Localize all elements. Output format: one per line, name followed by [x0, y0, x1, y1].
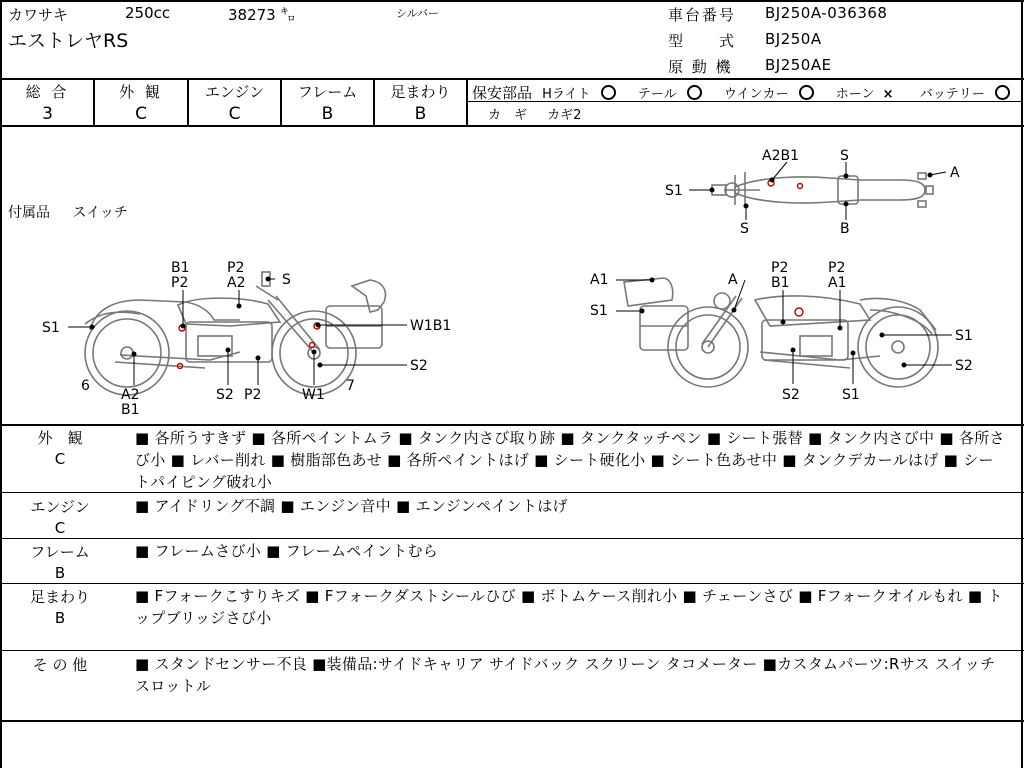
- section-divider: [0, 538, 1024, 539]
- grade-label: エンジン: [204, 83, 265, 101]
- other-title: [2, 655, 118, 676]
- grade-overall: [2, 80, 93, 126]
- diagram-label: A: [728, 272, 738, 288]
- grade-value: C: [228, 104, 241, 124]
- diagram-label: B1: [771, 275, 790, 291]
- frame-title: [2, 542, 118, 584]
- right-view-bike: [624, 278, 938, 387]
- winker-label: ウインカー: [723, 87, 789, 102]
- diagram-label: S: [282, 272, 291, 288]
- diagram-label: A2: [227, 275, 246, 291]
- diagram-label: A2B1: [762, 148, 799, 164]
- grade-value: B: [414, 104, 427, 124]
- model-name: エストレヤRS: [8, 30, 129, 52]
- grade-divider: [466, 78, 468, 127]
- grade-value: C: [135, 104, 147, 124]
- section-title: 足まわり: [29, 588, 90, 606]
- section-divider: [0, 492, 1024, 493]
- diagram-label: W1: [302, 387, 325, 403]
- battery-ok-icon: [995, 85, 1010, 100]
- grade-suspension: [375, 80, 466, 126]
- diagram-label: P2: [227, 260, 245, 276]
- battery-label: バッテリー: [919, 87, 985, 102]
- exterior-notes: ■ 各所うすきず ■ 各所ペイントムラ ■ タンク内さび取り跡 ■ タンクタッチペン ■ シート張替 ■ タンク内さび中 ■ 各所さび小 ■ レバー削れ ■ 樹脂部色あせ ■ 各所ペイントはげ ■ シート硬化小 ■ シート色あせ中 ■ タンクデカールはげ ■ シートパイピング破れ小: [135, 429, 1005, 491]
- diagram-label: S2: [782, 387, 800, 403]
- maker: カワサキ: [8, 6, 69, 24]
- suspension-notes: ■ Fフォークこすりキズ ■ Fフォークダストシールひび ■ ボトムケース削れ小 ■ チェーンさび ■ Fフォークオイルもれ ■ トップブリッジさび小: [135, 587, 1003, 627]
- diagram-label: S1: [955, 328, 973, 344]
- section-grade: C: [54, 519, 66, 537]
- diagram-label: S1: [42, 320, 60, 336]
- diagram-label: A1: [828, 275, 847, 291]
- diagram-label: P2: [171, 275, 189, 291]
- section-title: 外 観: [37, 429, 83, 447]
- diagram-label: S: [840, 148, 849, 164]
- grade-label: フレーム: [297, 83, 358, 101]
- motorcycle-diagram: [0, 126, 1024, 424]
- diagram-label: B: [840, 221, 850, 237]
- diagram-label: A2: [121, 387, 140, 403]
- diagram-label: S2: [216, 387, 234, 403]
- section-title: エンジン: [30, 498, 90, 516]
- diagram-label: S: [740, 221, 749, 237]
- top-view-bike: [712, 172, 933, 208]
- diagram-label: 7: [346, 378, 355, 394]
- frame-top: [0, 0, 1024, 2]
- diagram-label: B1: [171, 260, 190, 276]
- chassis-label: 車台番号: [668, 6, 737, 24]
- diagram-label: W1B1: [410, 318, 452, 334]
- mileage: 38273 ㌔: [228, 6, 296, 24]
- grade-exterior: [95, 80, 187, 126]
- grade-label: 足まわり: [390, 83, 451, 101]
- exterior-title: [2, 428, 118, 470]
- safety-title: 保安部品: [472, 84, 533, 102]
- diagram-label: A: [950, 165, 960, 181]
- diagram-label: 6: [81, 378, 90, 394]
- section-title: フレーム: [30, 543, 90, 561]
- type-label: 型 式: [668, 32, 737, 50]
- grade-label: 外 観: [119, 83, 163, 101]
- taillight-ok-icon: [687, 85, 702, 100]
- section-grade: C: [54, 450, 66, 468]
- headlight-label: Hライト: [542, 87, 591, 102]
- frame-notes: ■ フレームさび小 ■ フレームペイントむら: [135, 542, 439, 560]
- accessories-label: 付属品: [8, 205, 50, 221]
- diagram-label: B1: [121, 402, 140, 418]
- section-title: そ の 他: [32, 656, 88, 674]
- section-grade: B: [54, 609, 66, 627]
- diagram-label: S1: [842, 387, 860, 403]
- key-value: カギ2: [547, 108, 582, 123]
- engine-notes: ■ アイドリング不調 ■ エンジン音中 ■ エンジンペイントはげ: [135, 497, 568, 515]
- other-notes: ■ スタンドセンサー不良 ■装備品:サイドキャリア サイドバック スクリーン タコメーター ■カスタムパーツ:Rサス スイッチ スロットル: [135, 655, 996, 695]
- grade-value: 3: [42, 104, 53, 124]
- type-value: BJ250A: [765, 30, 822, 48]
- diagram-label: S2: [955, 358, 973, 374]
- suspension-title: [2, 587, 118, 629]
- chassis-value: BJ250A-036368: [765, 4, 888, 22]
- engine-type-label: 原 動 機: [668, 58, 733, 76]
- headlight-ok-icon: [601, 85, 616, 100]
- taillight-label: テール: [637, 87, 677, 102]
- horn-ng-icon: ×: [882, 87, 894, 102]
- section-grade: B: [54, 564, 66, 582]
- displacement: 250cc: [125, 4, 171, 22]
- diagram-label: A1: [590, 272, 609, 288]
- engine-type-value: BJ250AE: [765, 56, 832, 74]
- safety-parts: [472, 82, 1010, 103]
- diagram-label: P2: [771, 260, 789, 276]
- diagram-label: P2: [244, 387, 262, 403]
- diagram-label: S1: [665, 183, 683, 199]
- accessories-value: スイッチ: [72, 205, 128, 221]
- notes-top-border: [0, 424, 1024, 426]
- diagram-label: P2: [828, 260, 846, 276]
- grade-engine: [189, 80, 280, 126]
- grade-value: B: [321, 104, 334, 124]
- engine-title: [2, 497, 118, 539]
- winker-ok-icon: [799, 85, 814, 100]
- notes-bottom-border: [0, 720, 1024, 722]
- diagram-label: S1: [590, 303, 608, 319]
- key-row: [488, 104, 581, 123]
- section-divider: [0, 583, 1024, 584]
- grade-frame: [282, 80, 373, 126]
- color: シルバー: [396, 7, 439, 20]
- diagram-label: S2: [410, 358, 428, 374]
- grade-label: 総 合: [25, 83, 70, 101]
- key-label: カ ギ: [488, 108, 528, 123]
- section-divider: [0, 650, 1024, 651]
- horn-label: ホーン: [835, 87, 875, 102]
